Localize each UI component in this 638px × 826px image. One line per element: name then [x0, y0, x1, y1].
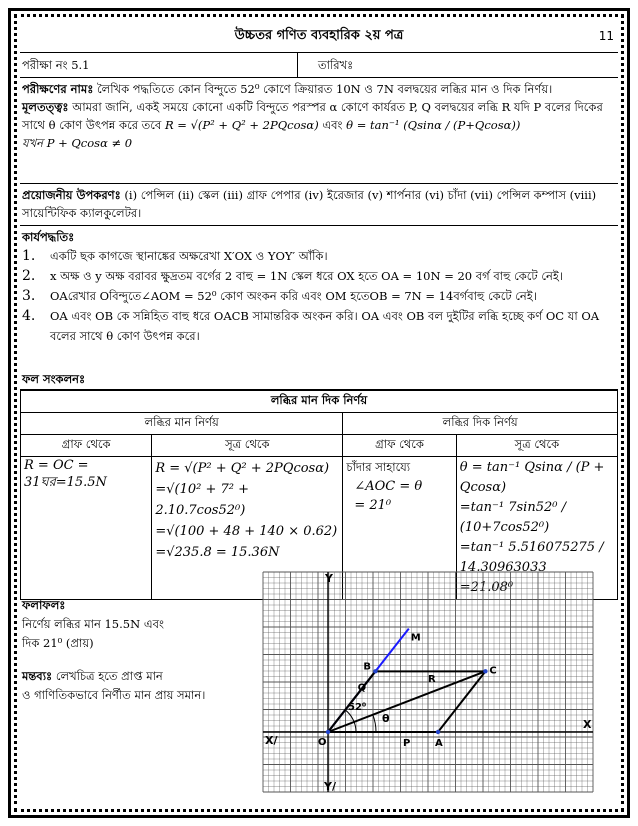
graph-point: [326, 730, 330, 734]
exam-number: পরীক্ষা নং 5.1: [20, 53, 298, 77]
label-x-prime: X/: [265, 734, 278, 747]
label-y-prime: Y/: [324, 780, 336, 793]
label-o: O: [318, 737, 327, 748]
label-b: B: [363, 661, 372, 673]
page-title: উচ্চতর গণিত ব্যবহারিক ২য় পত্র: [234, 27, 404, 43]
resultant-graph: [20, 552, 618, 806]
equipment-block: প্রয়োজনীয় উপকরণঃ (i) পেন্সিল (ii) স্কেল (iii) গ্রাফ পেপার (iv) ইরেজার (v) শার্পনার (vi) চাঁদা (vii) পেন্সিল কম্পাস (viii) সায়েন্টিফিক ক্যালকুলেটর।: [20, 184, 618, 226]
formula-magnitude: R = √(P² + Q² + 2PQcosα) =√(10² + 7² + 2.10.7cos52⁰) =√(100 + 48 + 140 × 0.62) =√235.8 = 15.36N: [152, 457, 343, 600]
procedure-step: 2. x অক্ষ ও y অক্ষ বরাবর ক্ষুদ্রতম বর্গের 2 বাহু = 1N স্কেল ধরে OX হতে OA = 10N = 20 বর্গ বাহু কেটে নেই।: [22, 268, 563, 284]
graph-magnitude: R = OC = 31ঘর=15.5N: [21, 457, 152, 600]
from-formula-header-2: সূত্র থেকে: [456, 435, 617, 457]
theory-block: [20, 78, 618, 184]
theory: মূলতত্ত্বঃ আমরা জানি, একই সময়ে কোনো একটি বিন্দুতে পরস্পর α কোণে কার্যরত P, Q বলদ্বয়ের লব্ধি R যদি P বলের দিকের সাথে θ কোণ উৎপন্ন করে তবে R = √(P² + Q² + 2PQcosα) এবং θ = tan⁻¹ (Qsinα / (P+Qcosα)): [22, 100, 603, 132]
procedure-step: 1. একটি ছক কাগজে স্থানাঙ্কের অক্ষরেখা X′OX ও YOY′ আঁকি।: [22, 248, 328, 264]
results-label-row: ফল সংকলনঃ: [20, 370, 618, 390]
label-q: Q: [357, 682, 367, 694]
label-a: A: [435, 738, 443, 749]
document-page: [20, 20, 618, 806]
formula-direction: θ = tan⁻¹ Qsinα / (P + Qcosα) =tan⁻¹ 7sin52⁰ / (10+7cos52⁰) =tan⁻¹ 5.516075275 / 14.30963033 =21.08⁰: [456, 457, 617, 600]
remark-label: মন্তব্যঃ: [22, 669, 53, 683]
label-y: Y: [325, 572, 333, 585]
theory-condition: যখন P + Qcosα ≠ 0: [22, 136, 133, 150]
magnitude-header: লব্ধির মান নির্ণয়: [21, 413, 343, 435]
label-theta: θ: [382, 712, 390, 725]
direction-header: লব্ধির দিক নির্ণয়: [343, 413, 618, 435]
conclusion-line: দিক 21⁰ (প্রায়): [22, 636, 94, 650]
from-formula-header: সূত্র থেকে: [152, 435, 343, 457]
graph-point: [483, 669, 487, 673]
procedure-label: কার্যপদ্ধতিঃ: [22, 230, 75, 244]
label-x: X: [583, 718, 592, 731]
procedure-step: 4. OA এবং OB কে সন্নিহিত বাহু ধরে OACB সামান্তরিক অংকন করি। OA এবং OB বল দুইটির লব্ধি হচ্ছে কর্ণ OC যা OA বলের সাথে θ কোণ উৎপন্ন করে।: [22, 308, 600, 343]
page-number: 11: [598, 29, 614, 43]
from-graph-header-2: গ্রাফ থেকে: [343, 435, 456, 457]
graph-point: [373, 669, 377, 673]
remark-line: লেখচিত্র হতে প্রাপ্ত মান: [55, 669, 163, 683]
remark-line: ও গাণিতিকভাবে নির্ণীত মান প্রায় সমান।: [22, 688, 206, 702]
label-c: C: [489, 665, 497, 677]
date-label: তারিখঃ: [318, 58, 354, 72]
procedure-block: [20, 226, 618, 370]
results-table-title: লব্ধির মান দিক নির্ণয়: [21, 391, 618, 413]
conclusion-line: নির্ণেয় লব্ধির মান 15.5N এবং: [22, 617, 164, 631]
label-r: R: [428, 674, 436, 685]
label-m: M: [410, 632, 421, 644]
label-angle-52: 52⁰: [348, 702, 367, 713]
experiment-name: পরীক্ষণের নামঃ লৈখিক পদ্ধতিতে কোন বিন্দুতে 52⁰ কোণে ক্রিয়ারত 10N ও 7N বলদ্বয়ের লব্ধির মান ও দিক নির্ণয়।: [22, 82, 553, 96]
conclusion-label: ফলাফলঃ: [22, 598, 66, 612]
graph-direction: চাঁদার সাহায্যে ∠AOC = θ = 21⁰: [343, 457, 456, 600]
graph-point: [436, 730, 440, 734]
procedure-step: 3. OAরেখার Oবিন্দুতে∠AOM = 52⁰ কোণ অংকন করি এবং OM হতেOB = 7N = 14বর্গবাহু কেটে নেই।: [22, 288, 537, 304]
angle-52-arc: [345, 710, 356, 732]
graph-section: [20, 552, 618, 806]
from-graph-header: গ্রাফ থেকে: [21, 435, 152, 457]
label-p: P: [403, 738, 411, 749]
page-header: [20, 20, 618, 53]
exam-row: [20, 53, 618, 78]
